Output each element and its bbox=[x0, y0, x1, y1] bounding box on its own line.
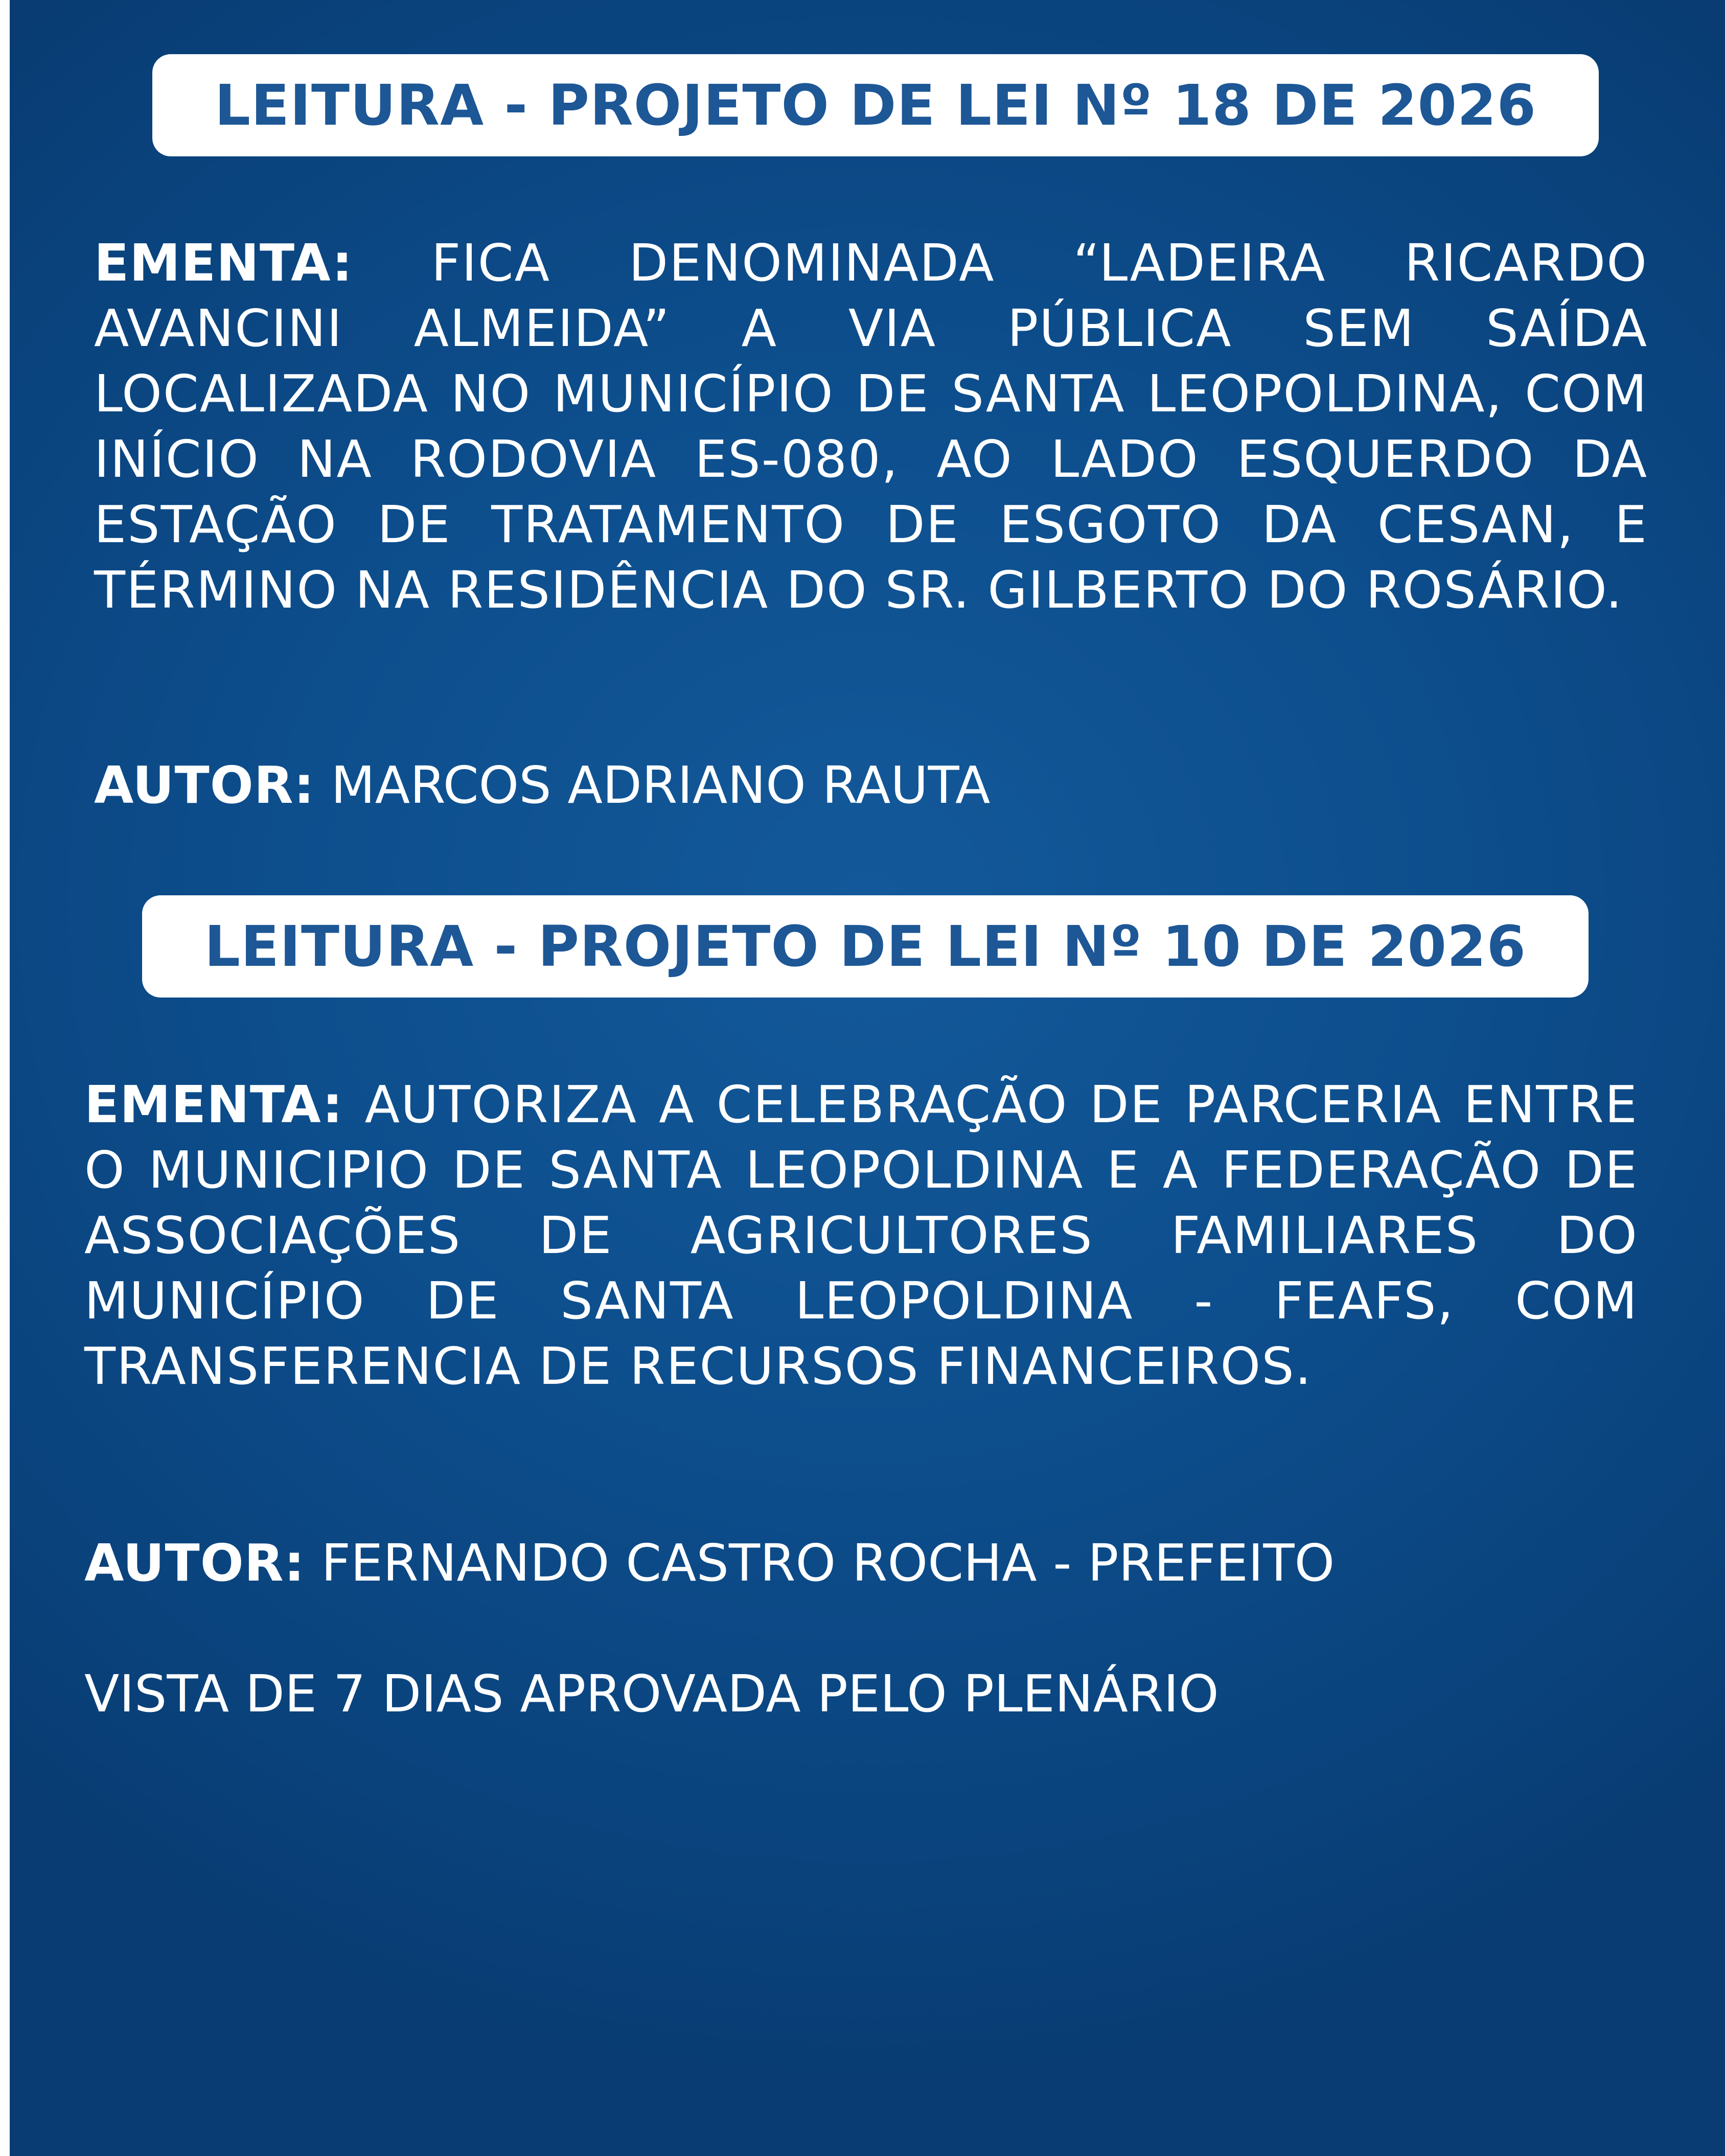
project-2-ementa bbox=[84, 1072, 1638, 1399]
project-1-title: LEITURA - PROJETO DE LEI Nº 18 DE 2026 bbox=[214, 73, 1537, 138]
project-2-ementa-label: EMENTA: bbox=[84, 1075, 343, 1134]
project-1-ementa bbox=[94, 230, 1648, 623]
project-1-autor bbox=[94, 753, 1648, 818]
project-1-autor-name: MARCOS ADRIANO RAUTA bbox=[331, 755, 991, 815]
project-1-autor-label: AUTOR: bbox=[94, 755, 315, 815]
background-panel bbox=[10, 0, 1725, 2156]
project-2-autor bbox=[84, 1531, 1638, 1596]
project-2-autor-label: AUTOR: bbox=[84, 1533, 305, 1593]
project-2-title: LEITURA - PROJETO DE LEI Nº 10 DE 2026 bbox=[204, 914, 1527, 979]
project-1-ementa-text: FICA DENOMINADA “LADEIRA RICARDO AVANCINI ALMEIDA” A VIA PÚBLICA SEM SAÍDA LOCALIZADA NO MUNICÍPIO DE SANTA LEOPOLDINA, COM INÍCIO NA RODOVIA ES-080, AO LADO ESQUERDO DA ESTAÇÃO DE TRATAMENTO DE ESGOTO DA CESAN, E TÉRMINO NA RESIDÊNCIA DO SR. GILBERTO DO ROSÁRIO. bbox=[94, 233, 1648, 620]
project-2-vista-note: VISTA DE 7 DIAS APROVADA PELO PLENÁRIO bbox=[84, 1664, 1219, 1724]
project-2-ementa-text: AUTORIZA A CELEBRAÇÃO DE PARCERIA ENTRE O MUNICIPIO DE SANTA LEOPOLDINA E A FEDERAÇÃO DE ASSOCIAÇÕES DE AGRICULTORES FAMILIARES DO MUNICÍPIO DE SANTA LEOPOLDINA - FEAFS, COM TRANSFERENCIA DE RECURSOS FINANCEIROS. bbox=[84, 1075, 1638, 1396]
project-2-autor-name: FERNANDO CASTRO ROCHA - PREFEITO bbox=[321, 1533, 1335, 1593]
project-1-title-box bbox=[152, 54, 1599, 156]
project-2-title-box bbox=[142, 895, 1589, 998]
project-1-ementa-label: EMENTA: bbox=[94, 233, 353, 293]
